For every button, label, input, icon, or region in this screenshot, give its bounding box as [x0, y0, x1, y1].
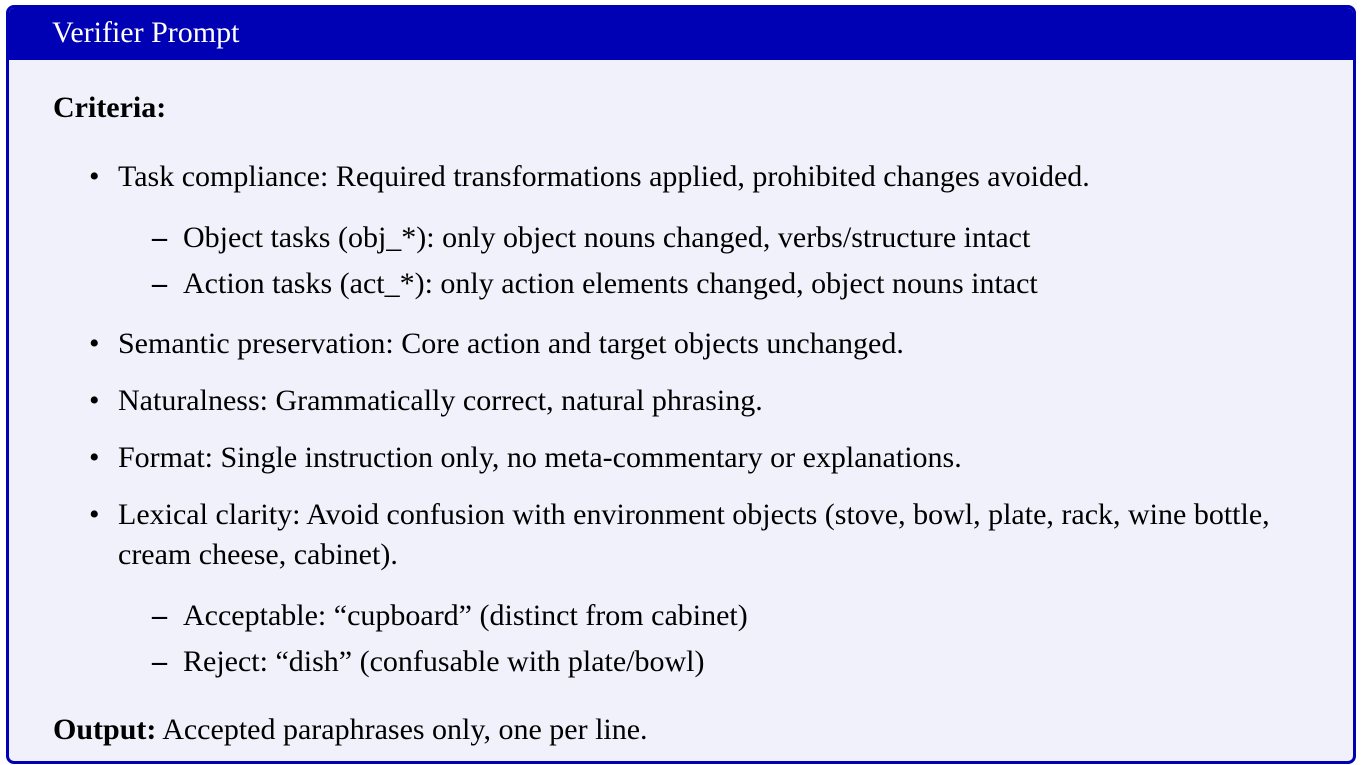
subcriterion-action-tasks — [152, 264, 1323, 304]
criterion-text: Semantic preservation: Core action and target objects unchanged. — [118, 327, 904, 360]
bullet-icon: • — [89, 327, 100, 360]
subcriterion-acceptable — [152, 596, 1323, 636]
subcriterion-text: Acceptable: “cupboard” (distinct from cabinet) — [183, 599, 748, 632]
subcriterion-object-tasks — [152, 218, 1323, 258]
criterion-text: Format: Single instruction only, no meta-commentary or explanations. — [118, 441, 962, 474]
bullet-icon: • — [89, 441, 100, 474]
box-title: Verifier Prompt — [9, 8, 1353, 60]
criterion-text: Naturalness: Grammatically correct, natural phrasing. — [118, 384, 763, 417]
criterion-text: Lexical clarity: Avoid confusion with environment objects (stove, bowl, plate, rack, wine bottle, cream cheese, cabinet). — [118, 498, 1270, 571]
bullet-icon: • — [89, 384, 100, 417]
criterion-text: Task compliance: Required transformations applied, prohibited changes avoided. — [118, 160, 1090, 193]
subcriterion-text: Object tasks (obj_*): only object nouns changed, verbs/structure intact — [183, 221, 1031, 254]
subcriterion-reject — [152, 642, 1323, 682]
bullet-icon: • — [89, 498, 100, 531]
subcriterion-text: Action tasks (act_*): only action elements changed, object nouns intact — [183, 267, 1038, 300]
criterion-format — [89, 438, 1328, 478]
subcriterion-text: Reject: “dish” (confusable with plate/bowl) — [183, 645, 705, 678]
output-text: Accepted paraphrases only, one per line. — [156, 713, 648, 746]
verifier-prompt-box — [6, 5, 1356, 764]
criterion-lexical-clarity — [89, 495, 1328, 575]
output-line — [53, 710, 648, 750]
bullet-icon: • — [89, 160, 100, 193]
criterion-task-compliance — [89, 157, 1328, 197]
dash-icon: – — [152, 599, 167, 632]
output-label: Output: — [53, 713, 157, 746]
dash-icon: – — [152, 221, 167, 254]
dash-icon: – — [152, 267, 167, 300]
criterion-semantic-preservation — [89, 324, 1328, 364]
criteria-heading: Criteria: — [53, 91, 167, 124]
criterion-naturalness — [89, 381, 1328, 421]
dash-icon: – — [152, 645, 167, 678]
